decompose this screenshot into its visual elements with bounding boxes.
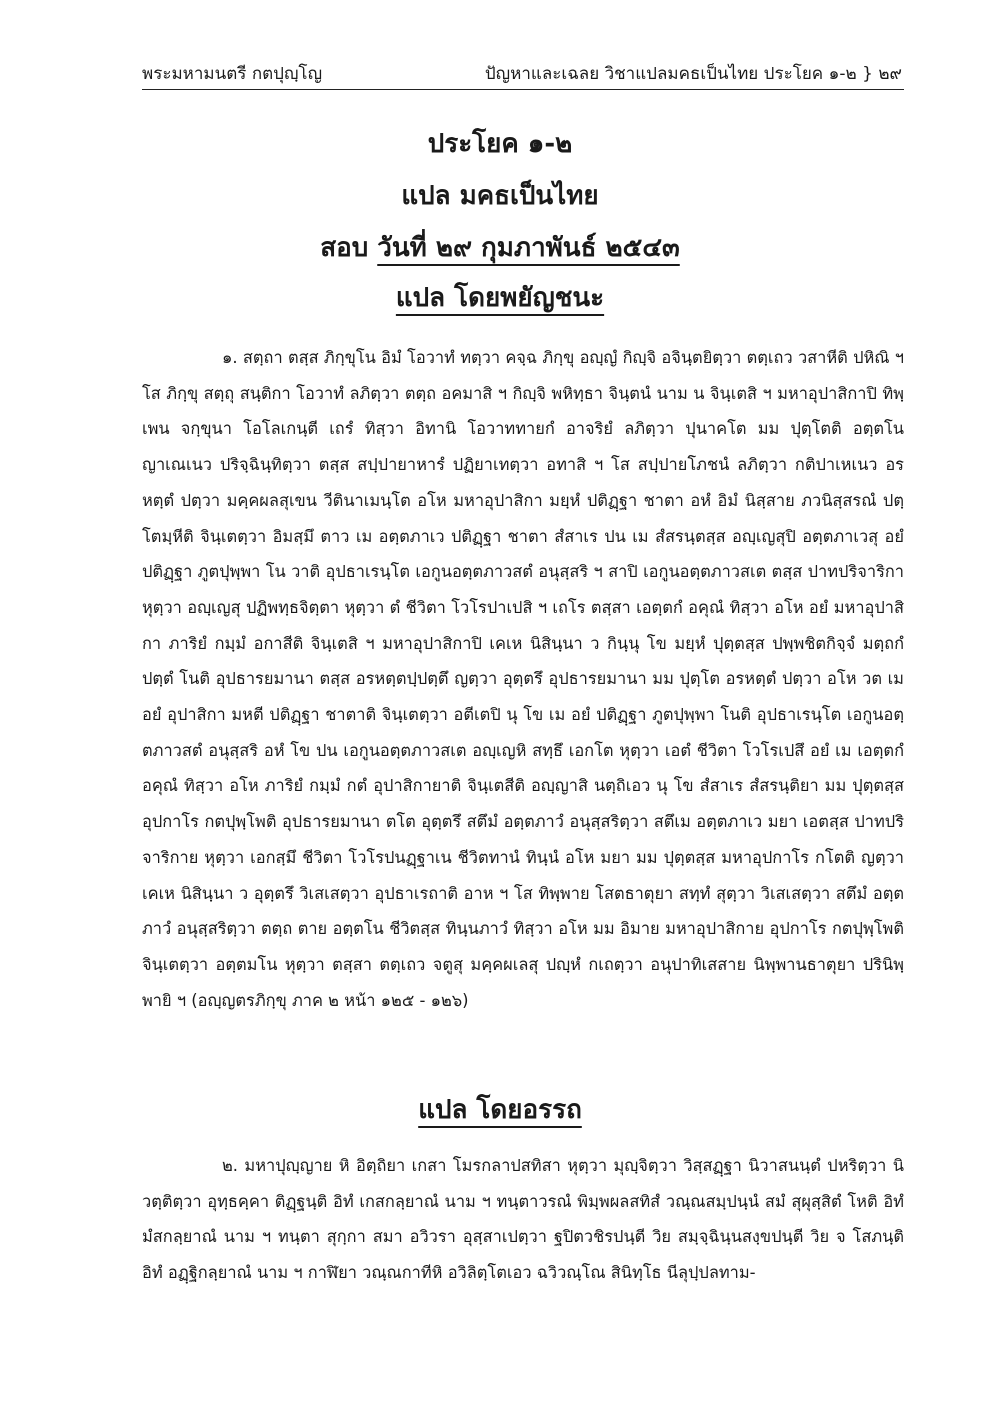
section-heading-free-text: แปล โดยอรรถ	[418, 1095, 582, 1125]
passage-1: ๑. สตฺถา ตสฺส ภิกฺขุโน อิมํ โอวาทํ ทตฺวา คจฺฉ ภิกฺขุ อญฺญํ กิญฺจิ อจินฺตยิตฺวา ตตฺเถว วสาหีติ ปหิณิ ฯ โส ภิกฺขุ สตฺถุ สนฺติกา โอวาทํ ลภิตฺวา ตตฺถ อคมาสิ ฯ กิญฺจิ พหิทฺธา จินฺตนํ นาม น จินฺเตสิ ฯ มหาอุปาสิกาปิ ทิพฺเพน จกฺขุนา โอโลเกนฺตี เถรํ ทิสฺวา อิทานิ โอวาททายกํ อาจริยํ ลภิตฺวา ปุนาคโต มม ปุตฺโตติ อตฺตโน ญาเณเนว ปริจฺฉินฺทิตฺวา ตสฺส สปฺปายาหารํ ปฏิยาเทตฺวา อทาสิ ฯ โส สปฺปายโภชนํ ลภิตฺวา กติปาเหเนว อรหตฺตํ ปตฺวา มคฺคผลสุเขน วีตินาเมนฺโต อโห มหาอุปาสิกา มยฺหํ ปติฏฺฐา ชาตา อหํ อิมํ นิสฺสาย ภวนิสฺสรณํ ปตฺโตมฺหีติ จินฺเตตฺวา อิมสฺมึ ตาว เม อตฺตภาเว ปติฏฺฐา ชาตา สํสาเร ปน เม สํสรนฺตสฺส อญฺเญสุปิ อตฺตภาเวสุ อยํ ปติฏฺฐา ภูตปุพฺพา โน วาติ อุปธาเรนฺโต เอกูนอตฺตภาวสตํ อนุสฺสริ ฯ สาปิ เอกูนอตฺตภาวสเต ตสฺส ปาทปริจาริกา หุตฺวา อญฺเญสุ ปฏิพทฺธจิตฺตา หุตฺวา ตํ ชีวิตา โวโรปาเปสิ ฯ เถโร ตสฺสา เอตฺตกํ อคุณํ ทิสฺวา อโห อยํ มหาอุปาสิกา ภาริยํ กมฺมํ อกาสีติ จินฺเตสิ ฯ มหาอุปาสิกาปิ เคเห นิสินฺนา ว กินฺนุ โข มยฺหํ ปุตฺตสฺส ปพฺพชิตกิจฺจํ มตฺถกํ ปตฺตํ โนติ อุปธารยมานา ตสฺส อรหตฺตปฺปตฺตึ ญตฺวา อุตฺตรึ อุปธารยมานา มม ปุตฺโต อรหตฺตํ ปตฺวา อโห วต เม อยํ อุปาสิกา มหตี ปติฏฺฐา ชาตาติ จินฺเตตฺวา อตีเตปิ นุ โข เม อยํ ปติฏฺฐา ภูตปุพฺพา โนติ อุปธาเรนฺโต เอกูนอตฺตภาวสตํ อนุสฺสริ อหํ โข ปน เอกูนอตฺตภาวสเต อญฺเญหิ สทฺธึ เอกโต หุตฺวา เอตํ ชีวิตา โวโรเปสึ อยํ เม เอตฺตกํ อคุณํ ทิสฺวา อโห ภาริยํ กมฺมํ กตํ อุปาสิกายาติ จินฺเตสีติ อญฺญาสิ นตฺถิเอว นุ โข สํสาเร สํสรนฺติยา มม ปุตฺตสฺส อุปกาโร กตปุพฺโพติ อุปธารยมานา ตโต อุตฺตรึ สตึมํ อตฺตภาวํ อนุสฺสริตฺวา สตึเม อตฺตภาเว มยา เอตสฺส ปาทปริจาริกาย หุตฺวา เอกสฺมึ ชีวิตา โวโรปนฏฺฐาเน ชีวิตทานํ ทินฺนํ อโห มยา มม ปุตฺตสฺส มหาอุปกาโร กโตติ ญตฺวา เคเห นิสินฺนา ว อุตฺตรึ วิเสเสตฺวา อุปธาเรถาติ อาห ฯ โส ทิพฺพาย โสตธาตุยา สทฺทํ สุตฺวา วิเสเสตฺวา สตึมํ อตฺตภาวํ อนุสฺสริตฺวา ตตฺถ ตาย อตฺตโน ชีวิตสฺส ทินฺนภาวํ ทิสฺวา อโห มม อิมาย มหาอุปาสิกาย อุปกาโร กตปุพฺโพติ จินฺเตตฺวา อตฺตมโน หุตฺวา ตสฺสา ตตฺเถว จตูสุ มคฺคผเลสุ ปญฺหํ กเถตฺวา อนุปาทิเสสาย นิพฺพานธาตุยา ปรินิพฺพายิ ฯ (อญฺญตรภิกฺขุ ภาค ๒ หน้า ๑๒๕ - ๑๒๖)	[142, 348, 904, 1010]
header-rule	[142, 89, 904, 90]
exam-date: วันที่ ๒๙ กุมภาพันธ์ ๒๕๔๓	[377, 233, 680, 263]
section-heading-literal	[0, 278, 1000, 318]
title-block	[0, 118, 1000, 274]
exam-level-title: ประโยค ๑-๒	[427, 129, 573, 159]
header-author: พระมหามนตรี กตปุญฺโญ	[142, 64, 323, 84]
passage-2: ๒. มหาปุญฺญาย หิ อิตฺถิยา เกสา โมรกลาปสทิสา หุตฺวา มุญฺจิตฺวา วิสฺสฏฺฐา นิวาสนนฺตํ ปหริตฺวา นิวตฺติตฺวา อุทฺธคฺคา ติฏฺฐนฺติ อิทํ เกสกลฺยาณํ นาม ฯ ทนฺตาวรณํ พิมฺพผลสทิสํ วณฺณสมฺปนฺนํ สมํ สุผุสฺสิตํ โหติ อิทํ มํสกลฺยาณํ นาม ฯ ทนฺตา สุกฺกา สมา อวิวรา อุสฺสาเปตฺวา ฐปิตวชิรปนฺตี วิย สมฺจฺฉินฺนสงฺขปนฺตี วิย จ โสภนฺติ อิทํ อฏฺฐิกลฺยาณํ นาม ฯ กาฬิยา วณฺณกาทีหิ อวิลิตฺโตเอว ฉวิวณฺโณ สินิทฺโธ นีลุปฺปลทาม-	[142, 1156, 904, 1283]
running-header	[142, 62, 902, 86]
section-heading-free	[0, 1090, 1000, 1130]
exam-date-title	[0, 222, 1000, 274]
subject-title: แปล มคธเป็นไทย	[401, 181, 599, 211]
header-book-title: ปัญหาและเฉลย วิชาแปลมคธเป็นไทย ประโยค ๑-๒ } ๒๙	[484, 64, 902, 84]
section-heading-literal-text: แปล โดยพยัญชนะ	[395, 283, 605, 313]
exam-date-prefix: สอบ	[320, 233, 378, 263]
